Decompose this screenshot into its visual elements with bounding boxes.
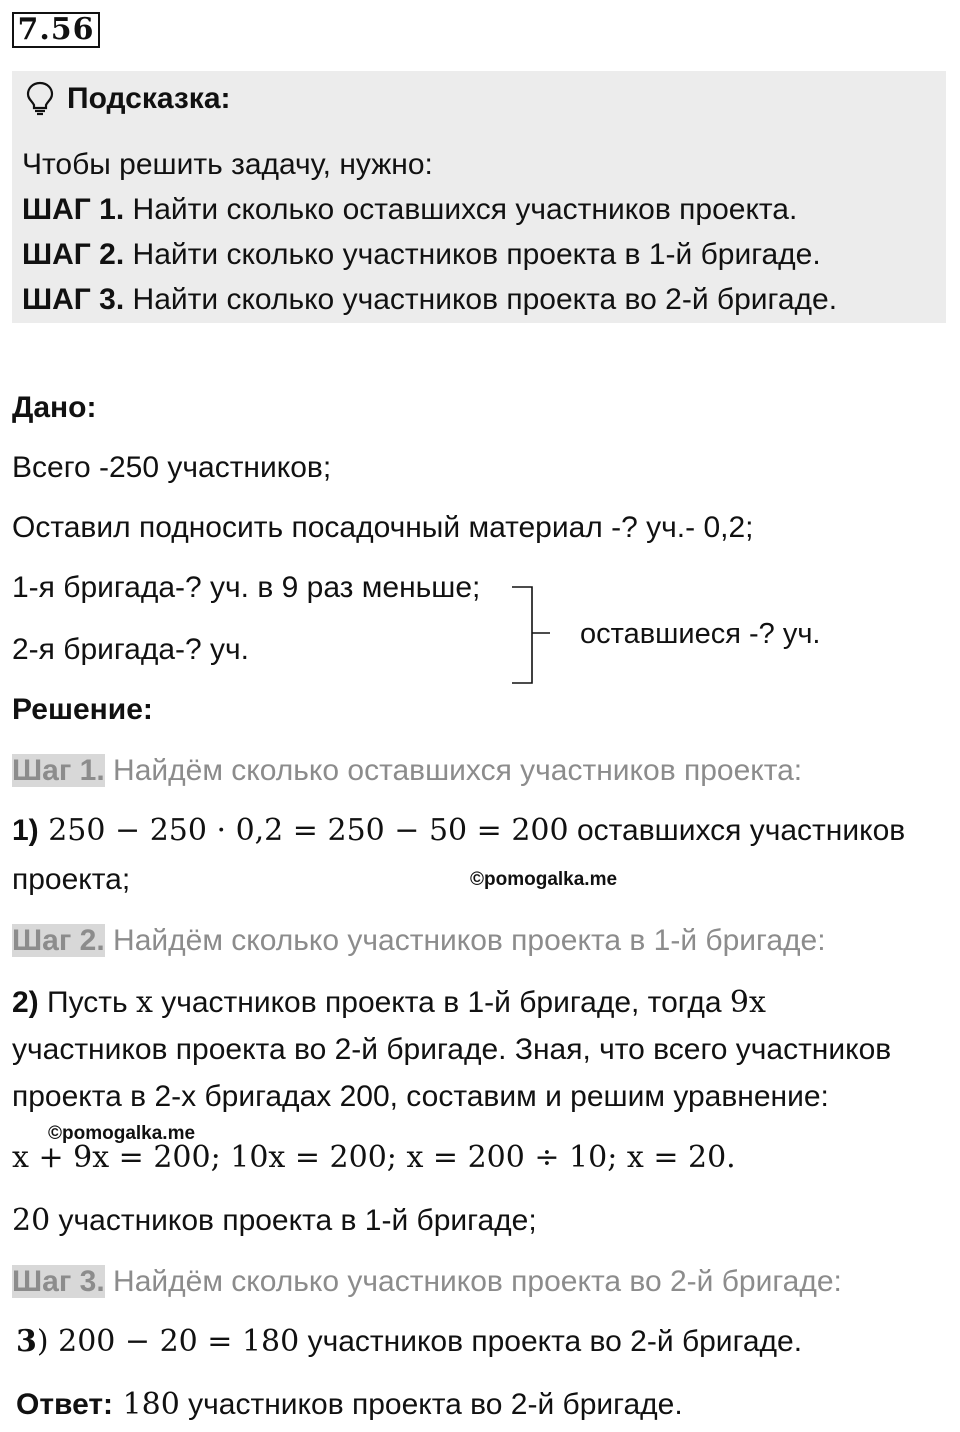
hint-step-2 (22, 235, 821, 275)
formula-text: участников проекта во 2-й бригаде. (299, 1325, 803, 1358)
right-brace (500, 585, 560, 685)
result-value: 20 (12, 1203, 51, 1238)
result-brigade-1 (12, 1201, 537, 1241)
step-text: Найдём сколько оставшихся участников проекта: (104, 754, 803, 787)
item-number: 1) (12, 814, 39, 847)
step-3-heading (12, 1262, 842, 1302)
watermark: ©pomogalka.me (48, 1123, 196, 1144)
step-2-heading (12, 921, 826, 961)
step-1-line (12, 811, 905, 851)
step-1-heading (12, 751, 802, 791)
variable: x (135, 985, 153, 1020)
brace-label: оставшиеся -? уч. (580, 618, 821, 650)
equation: x + 9x = 200; 10x = 200; x = 200 ÷ 10; x = 20. (12, 1140, 736, 1175)
problem-number: 7.56 (12, 12, 100, 48)
hint-step-label: ШАГ 3. (22, 283, 125, 316)
formula: 250 − 250 · 0,2 = 250 − 50 = 200 (38, 813, 569, 848)
given-line-left: Оставил подносить посадочный материал -? уч.- 0,2; (12, 511, 754, 544)
item-number: 2) (12, 986, 39, 1019)
step-2-line-2: участников проекта во 2-й бригаде. Зная, что всего участников (12, 1033, 892, 1066)
hint-step-label: ШАГ 1. (22, 193, 125, 226)
step-3-line (16, 1322, 802, 1362)
step-label: Шаг 2. (12, 924, 105, 957)
hint-step-text: Найти сколько участников проекта во 2-й бригаде. (124, 283, 838, 316)
answer-text: участников проекта во 2-й бригаде. (179, 1388, 683, 1421)
formula: ) 200 − 20 = 180 (36, 1324, 300, 1359)
lightbulb-icon (24, 80, 56, 116)
variable: 9x (729, 985, 766, 1020)
given-title: Дано: (12, 391, 97, 424)
step-text: Найдём сколько участников проекта в 1-й бригаде: (104, 924, 826, 957)
hint-step-label: ШАГ 2. (22, 238, 125, 271)
answer-value: 180 (113, 1387, 180, 1422)
hint-title: Подсказка: (67, 82, 231, 115)
step-text: Найдём сколько участников проекта во 2-й бригаде: (104, 1265, 842, 1298)
text: участников проекта в 1-й бригаде, тогда (152, 986, 730, 1019)
watermark: ©pomogalka.me (470, 869, 618, 890)
item-number: 3 (16, 1324, 37, 1359)
step-2-line-3: проекта в 2-х бригадах 200, составим и решим уравнение: (12, 1080, 829, 1113)
given-line-total: Всего -250 участников; (12, 451, 332, 484)
answer-label: Ответ: (16, 1388, 114, 1421)
hint-step-1 (22, 190, 797, 230)
formula-text: оставшихся участников (568, 814, 906, 847)
solution-title: Решение: (12, 693, 153, 726)
given-line-brigade-1: 1-я бригада-? уч. в 9 раз меньше; (12, 571, 481, 604)
step-2-line-1 (12, 983, 766, 1023)
hint-intro: Чтобы решить задачу, нужно: (22, 148, 433, 181)
hint-step-text: Найти сколько оставшихся участников проекта. (124, 193, 798, 226)
hint-step-3 (22, 280, 837, 320)
text: Пусть (38, 986, 136, 1019)
hint-step-text: Найти сколько участников проекта в 1-й бригаде. (124, 238, 821, 271)
result-text: участников проекта в 1-й бригаде; (50, 1204, 537, 1237)
step-1-line-2: проекта; (12, 863, 131, 896)
given-line-brigade-2: 2-я бригада-? уч. (12, 633, 250, 666)
step-label: Шаг 3. (12, 1265, 105, 1298)
step-label: Шаг 1. (12, 754, 105, 787)
answer-line (16, 1385, 683, 1425)
